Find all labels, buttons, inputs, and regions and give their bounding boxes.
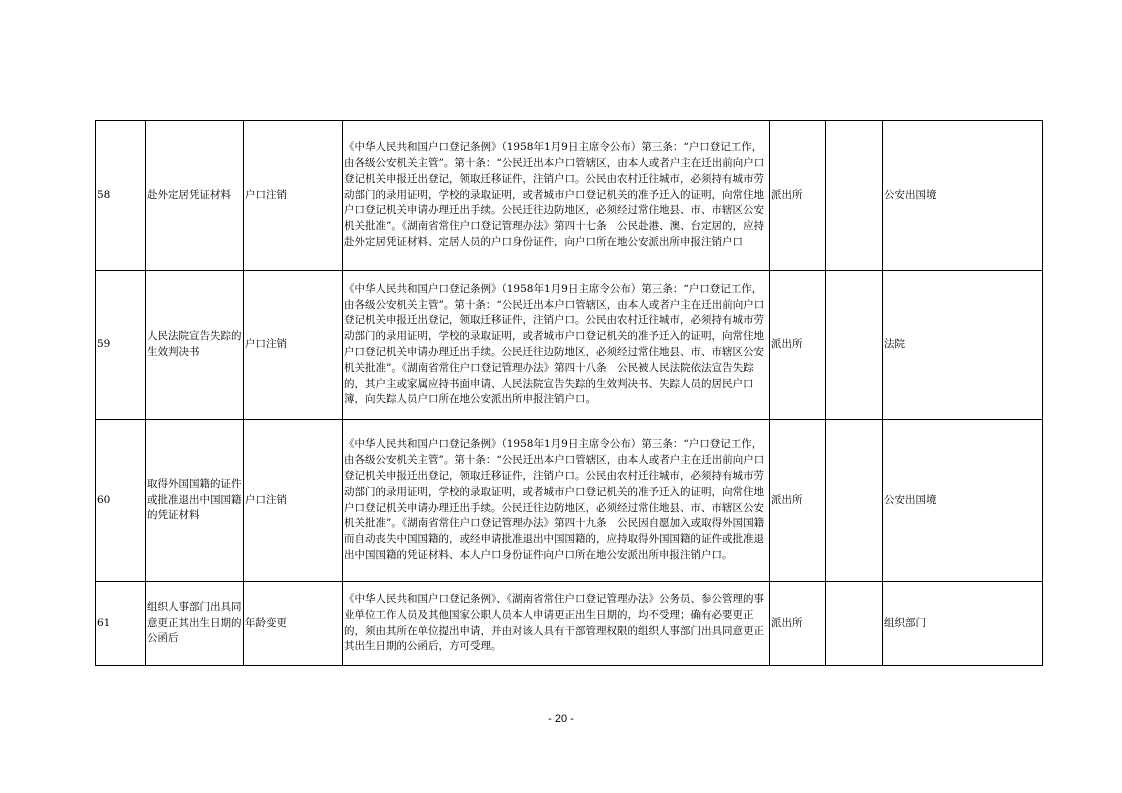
source-department-cell: 公安出国境 xyxy=(883,420,1043,582)
legal-basis-cell: 《中华人民共和国户口登记条例》（1958年1月9日主席令公布）第三条：“户口登记工作，由各级公安机关主管”。第十条：“公民迁出本户口管辖区，由本人或者户主在迁出前向户口登记机关申报迁出登记，领取迁移证件，注销户口。公民由农村迁往城市，必须持有城市劳动部门的录用证明，学校的录取证明，或者城市户口登记机关的准予迁入的证明，向常住地户口登记机关申请办理迁出手续。公民迁往边防地区，必须经过常住地县、市、市辖区公安机关批准”。《湖南省常住户口登记管理办法》第四十九条 公民因自愿加入或取得外国国籍而自动丧失中国国籍的，或经申请批准退出中国国籍的，应持取得外国国籍的证件或批准退出中国国籍的凭证材料、本人户口身份证件向户口所在地公安派出所申报注销户口。 xyxy=(343,420,770,582)
handler-cell: 派出所 xyxy=(770,271,826,420)
table-row xyxy=(96,121,1043,271)
empty-cell xyxy=(826,271,883,420)
item-name-cell: 赴外定居凭证材料 xyxy=(146,121,244,271)
row-number-cell: 61 xyxy=(96,582,146,666)
handler-cell: 派出所 xyxy=(770,121,826,271)
page-number: - 20 - xyxy=(548,713,574,725)
item-name-cell: 取得外国国籍的证件或批准退出中国国籍的凭证材料 xyxy=(146,420,244,582)
row-number-cell: 58 xyxy=(96,121,146,271)
source-department-cell: 法院 xyxy=(883,271,1043,420)
table-row xyxy=(96,271,1043,420)
document-table xyxy=(95,120,1043,666)
legal-basis-cell: 《中华人民共和国户口登记条例》（1958年1月9日主席令公布）第三条：“户口登记工作，由各级公安机关主管”。第十条：“公民迁出本户口管辖区，由本人或者户主在迁出前向户口登记机关申报迁出登记，领取迁移证件，注销户口。公民由农村迁往城市，必须持有城市劳动部门的录用证明，学校的录取证明，或者城市户口登记机关的准予迁入的证明，向常住地户口登记机关申请办理迁出手续。公民迁往边防地区，必须经过常住地县、市、市辖区公安机关批准”。《湖南省常住户口登记管理办法》第四十八条 公民被人民法院依法宣告失踪的，其户主或家属应持书面申请、人民法院宣告失踪的生效判决书、失踪人员的居民户口簿，向失踪人员户口所在地公安派出所申报注销户口。 xyxy=(343,271,770,420)
source-department-cell: 组织部门 xyxy=(883,582,1043,666)
row-number-cell: 59 xyxy=(96,271,146,420)
source-department-cell: 公安出国境 xyxy=(883,121,1043,271)
item-name-cell: 人民法院宣告失踪的生效判决书 xyxy=(146,271,244,420)
item-name-cell: 组织人事部门出具同意更正其出生日期的公函后 xyxy=(146,582,244,666)
row-number-cell: 60 xyxy=(96,420,146,582)
empty-cell xyxy=(826,121,883,271)
legal-basis-cell: 《中华人民共和国户口登记条例》、《湖南省常住户口登记管理办法》公务员、参公管理的事业单位工作人员及其他国家公职人员本人申请更正出生日期的，均不受理；确有必要更正的，须由其所在单位提出申请，并由对该人具有干部管理权限的组织人事部门出具同意更正其出生日期的公函后，方可受理。 xyxy=(343,582,770,666)
category-cell: 户口注销 xyxy=(244,420,343,582)
category-cell: 户口注销 xyxy=(244,271,343,420)
handler-cell: 派出所 xyxy=(770,582,826,666)
empty-cell xyxy=(826,420,883,582)
legal-basis-cell: 《中华人民共和国户口登记条例》（1958年1月9日主席令公布）第三条：“户口登记工作，由各级公安机关主管”。第十条：“公民迁出本户口管辖区，由本人或者户主在迁出前向户口登记机关申报迁出登记，领取迁移证件，注销户口。公民由农村迁往城市，必须持有城市劳动部门的录用证明，学校的录取证明，或者城市户口登记机关的准予迁入的证明，向常住地户口登记机关申请办理迁出手续。公民迁往边防地区，必须经过常住地县、市、市辖区公安机关批准”。《湖南省常住户口登记管理办法》第四十七条 公民赴港、澳、台定居的，应持赴外定居凭证材料、定居人员的户口身份证件，向户口所在地公安派出所申报注销户口 xyxy=(343,121,770,271)
empty-cell xyxy=(826,582,883,666)
table-row xyxy=(96,420,1043,582)
table-row xyxy=(96,582,1043,666)
category-cell: 年龄变更 xyxy=(244,582,343,666)
category-cell: 户口注销 xyxy=(244,121,343,271)
handler-cell: 派出所 xyxy=(770,420,826,582)
